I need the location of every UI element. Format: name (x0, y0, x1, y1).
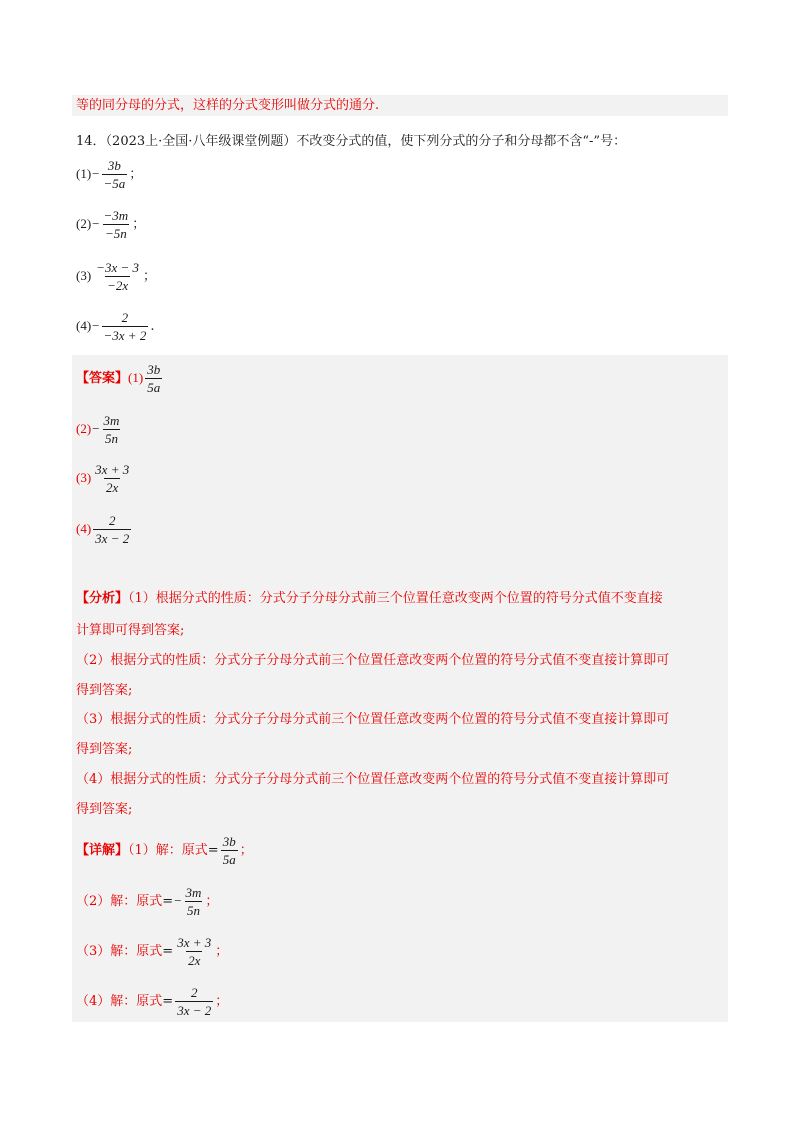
denominator: 5n (104, 431, 118, 446)
item-end: ； (205, 894, 219, 909)
fraction (145, 362, 162, 395)
analysis-line-3: （2）根据分式的性质：分式分子分母分式前三个位置任意改变两个位置的符号分式值不变直接计算即可 (76, 653, 670, 668)
analysis-line-7: （4）根据分式的性质：分式分子分母分式前三个位置任意改变两个位置的符号分式值不变直接计算即可 (76, 772, 670, 787)
denominator: −2x (107, 278, 129, 293)
fraction (221, 834, 238, 867)
item-label: (1) (76, 166, 92, 181)
equals-sign: = (162, 894, 174, 909)
fraction (93, 462, 131, 495)
numerator: 3b (222, 834, 236, 849)
detail-prefix: （2）解：原式 (76, 894, 163, 909)
question-text: （2023上·全国·八年级课堂例题）不改变分式的值，使下列分式的分子和分母都不含“-”号： (105, 134, 627, 149)
detail-tag: 【详解】 (76, 843, 129, 858)
analysis-line-2: 计算即可得到答案; (76, 623, 185, 638)
numerator: 2 (121, 310, 129, 325)
fraction (93, 513, 131, 546)
numerator: −3m (103, 208, 129, 223)
item-end: ； (215, 994, 229, 1009)
item-end: ； (143, 269, 157, 284)
equals-sign: = (207, 843, 219, 858)
item-end: ； (215, 944, 229, 959)
numerator: 3b (107, 158, 121, 173)
numerator: 3m (103, 413, 120, 428)
minus-sign: − (92, 166, 100, 181)
detail-item-3 (76, 935, 228, 968)
minus-sign: − (92, 318, 100, 333)
numerator: 3b (147, 362, 161, 377)
fraction (94, 260, 141, 293)
analysis-line-6: 得到答案; (76, 742, 133, 757)
item-end: ； (239, 843, 253, 858)
denominator: 2x (188, 953, 201, 968)
item-label: (4) (76, 318, 92, 333)
numerator: 2 (190, 985, 198, 1000)
denominator: 5a (147, 380, 161, 395)
minus-sign: − (92, 421, 100, 436)
denominator: 3x − 2 (95, 531, 130, 546)
question-item-3 (76, 260, 156, 293)
analysis-text: （1）根据分式的性质：分式分子分母分式前三个位置任意改变两个位置的符号分式值不变直接 (128, 591, 663, 606)
numerator: −3x − 3 (96, 260, 139, 275)
denominator: 5a (222, 852, 236, 867)
answer-item-2 (76, 413, 123, 446)
denominator: 5n (186, 903, 200, 918)
numerator: 3m (185, 885, 202, 900)
analysis-line-5: （3）根据分式的性质：分式分子分母分式前三个位置任意改变两个位置的符号分式值不变直接计算即可 (76, 712, 670, 727)
detail-item-1 (76, 834, 253, 867)
denominator: −5a (103, 176, 126, 191)
question-item-4 (76, 310, 154, 343)
fraction (102, 158, 128, 191)
fraction (175, 935, 213, 968)
item-label: (3) (76, 470, 92, 485)
equals-sign: = (162, 944, 174, 959)
numerator: 2 (108, 513, 116, 528)
minus-sign: − (92, 216, 100, 231)
detail-item-2 (76, 885, 218, 918)
fraction (102, 310, 149, 343)
minus-sign: − (174, 893, 182, 908)
item-label: (2) (76, 421, 92, 436)
item-end: . (150, 319, 155, 334)
answer-item-3 (76, 462, 133, 495)
solution-band (72, 355, 728, 1022)
fraction (175, 985, 213, 1018)
answer-item-1 (76, 362, 164, 395)
detail-prefix: （1）解：原式 (128, 843, 208, 858)
question-number: 14． (76, 134, 106, 149)
numerator: 3x + 3 (95, 462, 130, 477)
denominator: 3x − 2 (177, 1003, 212, 1018)
analysis-line-1 (76, 590, 663, 608)
item-end: ； (132, 217, 146, 232)
analysis-tag: 【分析】 (76, 591, 129, 606)
fraction (102, 208, 131, 241)
fraction (102, 413, 122, 446)
denominator: −3x + 2 (103, 328, 147, 343)
answer-tag: 【答案】 (76, 371, 129, 386)
numerator: 3x + 3 (177, 935, 212, 950)
detail-prefix: （4）解：原式 (76, 994, 163, 1009)
item-end: ； (129, 167, 143, 182)
question-header (76, 133, 626, 151)
item-label: (4) (76, 521, 92, 536)
denominator: −5n (104, 226, 127, 241)
fraction (184, 885, 204, 918)
analysis-line-4: 得到答案; (76, 683, 133, 698)
item-label: (1) (128, 370, 144, 385)
answer-item-4 (76, 513, 133, 546)
item-label: (2) (76, 216, 92, 231)
detail-prefix: （3）解：原式 (76, 944, 163, 959)
denominator: 2x (106, 480, 119, 495)
equals-sign: = (162, 994, 174, 1009)
question-item-1 (76, 158, 142, 191)
intro-line: 等的同分母的分式，这样的分式变形叫做分式的通分. (76, 98, 380, 113)
question-item-2 (76, 208, 145, 241)
detail-item-4 (76, 985, 228, 1018)
analysis-line-8: 得到答案; (76, 802, 133, 817)
item-label: (3) (76, 268, 92, 283)
